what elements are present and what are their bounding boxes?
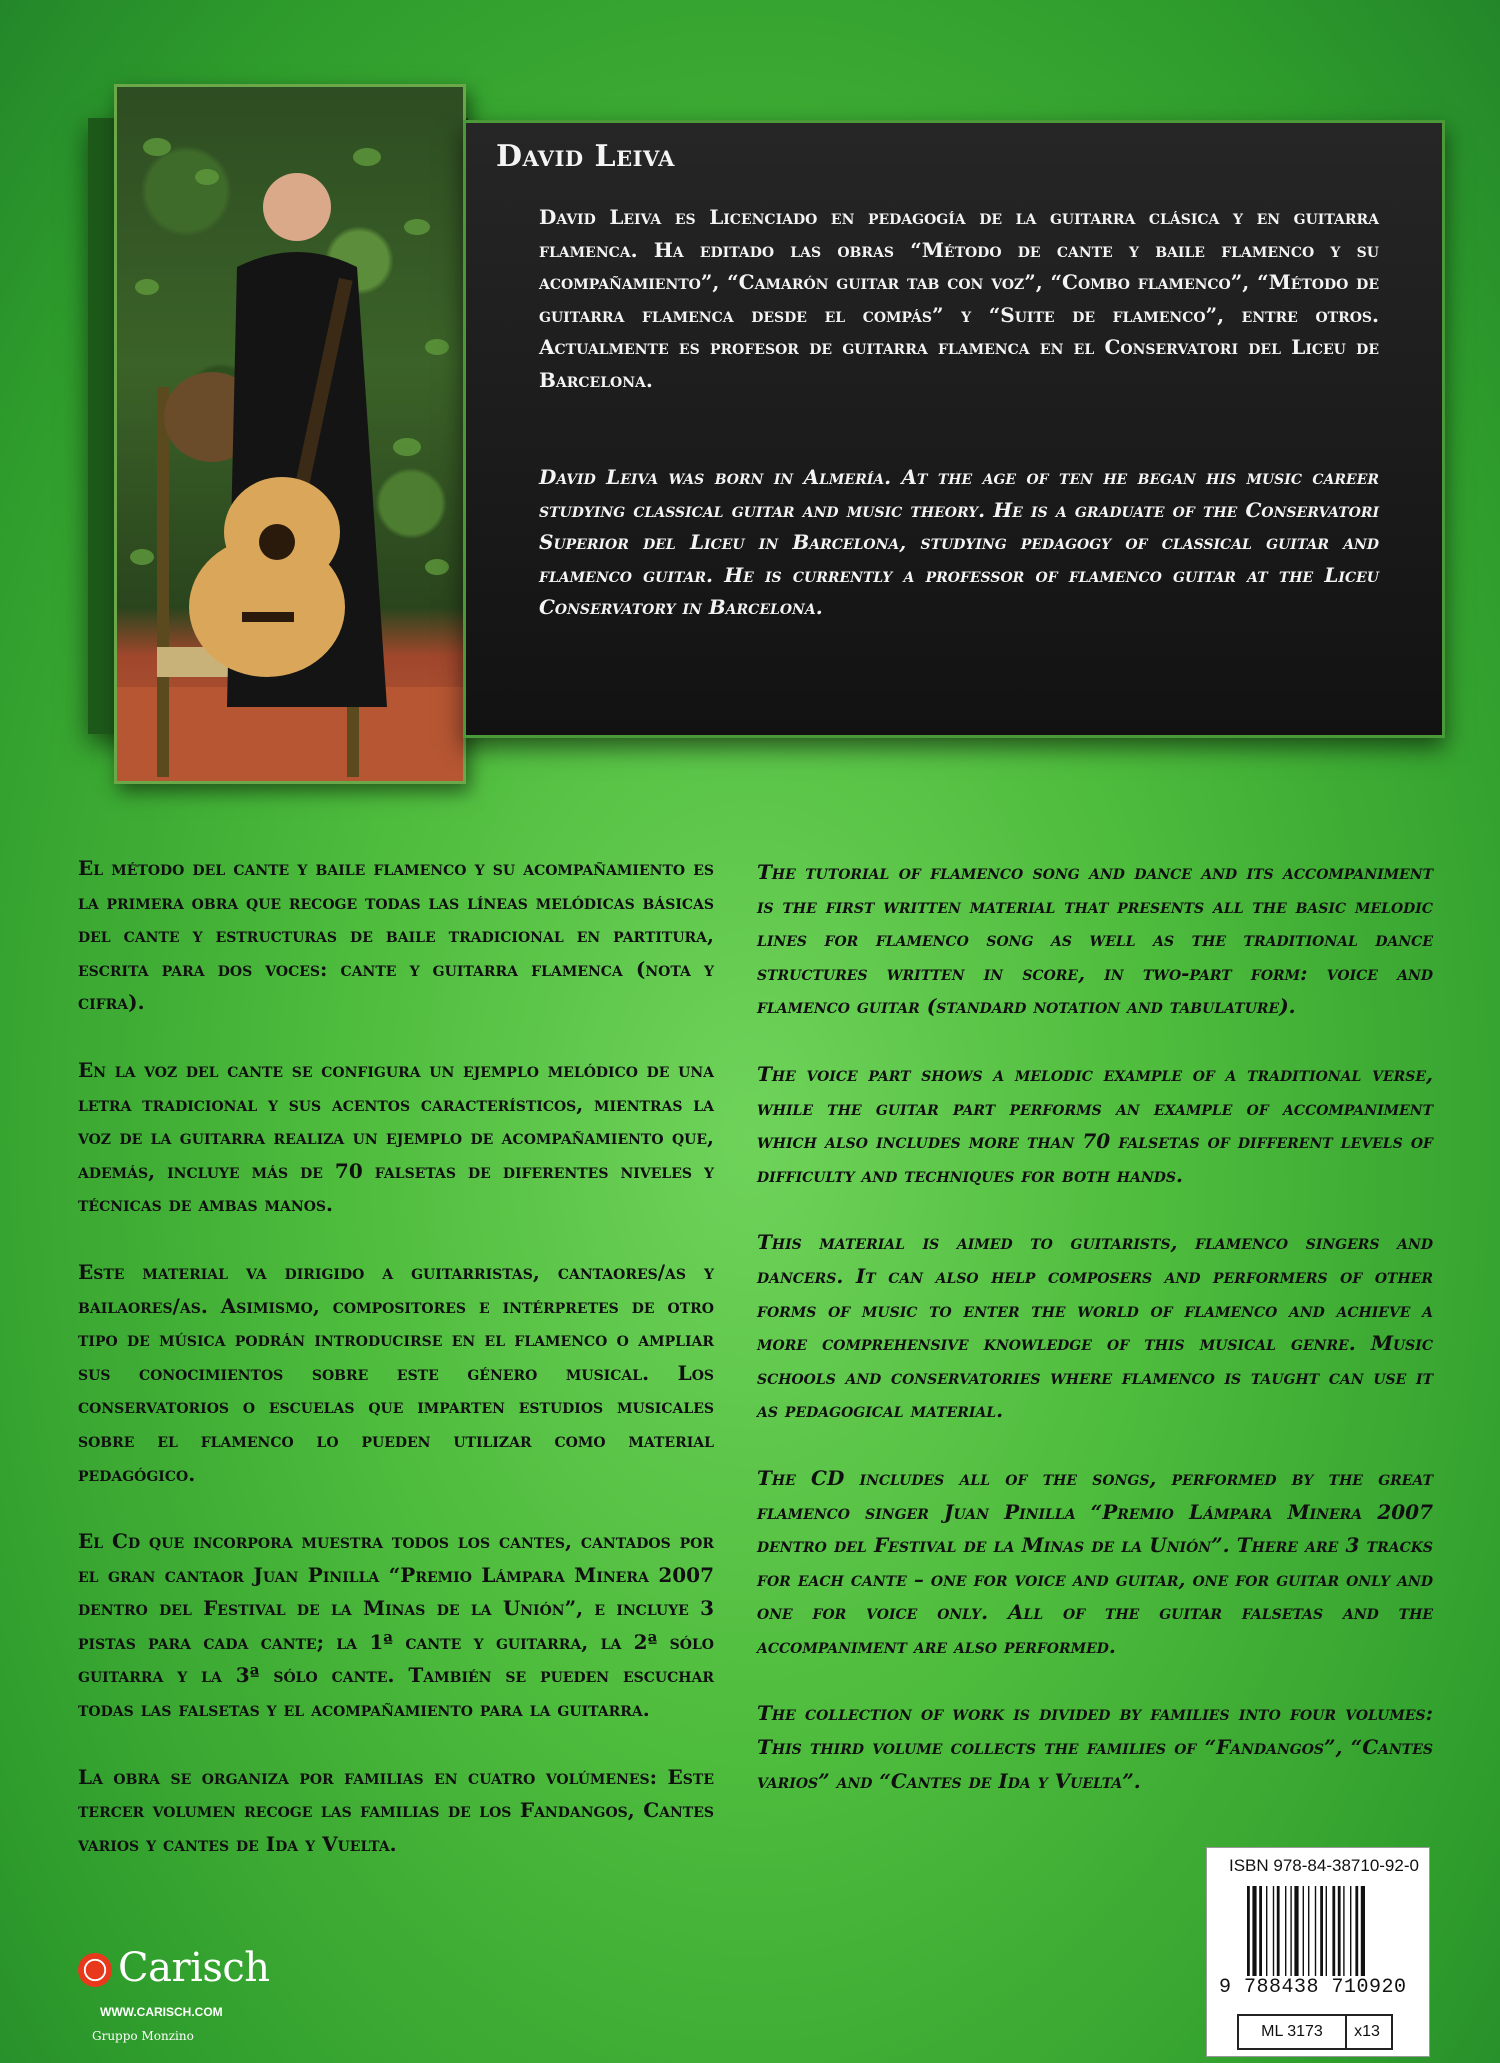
publisher-group: Gruppo Monzino — [92, 2029, 194, 2043]
spanish-paragraph: El Cd que incorpora muestra todos los cantes, cantados por el gran cantaor Juan Pinilla “Premio Lámpara Minera 2007 dentro del Festival de la Minas de la Unión”, e incluye 3 pistas para cada cante; la 1ª cante y guitarra, la 2ª sólo guitarra y la 3ª sólo cante. También se pueden escuchar todas las falsetas y el acompañamiento para la guitarra. — [78, 1529, 714, 1722]
spanish-paragraph: Este material va dirigido a guitarristas, cantaores/as y bailaores/as. Asimismo, compositores e intérpretes de otro tipo de música podrán introducirse en el flamenco o ampliar sus conocimientos sobre este género musical. Los conservatorios o escuelas que imparten estudios musicales sobre el flamenco lo pueden utilizar como material pedagógico. — [78, 1259, 714, 1486]
author-name: David Leiva — [496, 139, 675, 174]
isbn-text: ISBN 978-84-38710-92-0 — [1229, 1856, 1419, 1875]
author-photo — [114, 84, 466, 784]
english-paragraph: The voice part shows a melodic example of a traditional verse, while the guitar part performs an example of accompaniment which also includes more than 70 falsetas of different levels of difficulty and techniques for both hands. — [757, 1061, 1433, 1187]
publisher-url: WWW.CARISCH.COM — [100, 2005, 223, 2019]
barcode-icon — [1247, 1886, 1417, 1976]
english-paragraph: The CD includes all of the songs, performed by the great flamenco singer Juan Pinilla “Premio Lámpara Minera 2007 dentro del Festival de la Minas de la Unión”. There are 3 tracks for each cante – one for voice and guitar, one for guitar only and one for voice only. All of the guitar falsetas and the accompaniment are also performed. — [757, 1465, 1433, 1658]
barcode-number: 9 788438 710920 — [1219, 1976, 1407, 1999]
barcode-label — [1206, 1847, 1430, 2057]
publisher-name: Carisch — [118, 1945, 270, 1991]
spanish-paragraph: En la voz del cante se configura un ejemplo melódico de una letra tradicional y sus acentos característicos, mientras la voz de la guitarra realiza un ejemplo de acompañamiento que, además, incluye más de 70 falsetas de diferentes niveles y técnicas de ambas manos. — [78, 1057, 714, 1217]
guitarist-illustration — [117, 87, 463, 781]
bio-spanish: David Leiva es Licenciado en pedagogía de la guitarra clásica y en guitarra flamenca. Ha editado las obras “Método de cante y baile flamenco y su acompañamiento”, “Camarón guitar tab con voz”, “Combo flamenco”, “Método de guitarra flamenca desde el compás” y “Suite de flamenco”, entre otros. Actualmente es profesor de guitarra flamenca en el Conservatori del Liceu de Barcelona. — [539, 205, 1379, 392]
price-code: x13 — [1343, 2014, 1393, 2050]
spanish-description — [78, 852, 714, 1895]
catalog-code: ML 3173 — [1237, 2014, 1347, 2050]
publisher-logo — [74, 1945, 274, 2045]
carisch-mark-icon — [78, 1953, 112, 1987]
english-paragraph: The tutorial of flamenco song and dance and its accompaniment is the first written material that presents all the basic melodic lines for flamenco song as well as the traditional dance structures written in score, in two-part form: voice and flamenco guitar (standard notation and tabulature). — [757, 860, 1433, 1019]
english-description — [757, 856, 1433, 1832]
bio-english: David Leiva was born in Almería. At the age of ten he began his music career studying classical guitar and music theory. He is a graduate of the Conservatori Superior del Liceu in Barcelona, studying pedagogy of classical guitar and flamenco guitar. He is currently a professor of flamenco guitar at the Liceu Conservatory in Barcelona. — [539, 465, 1379, 619]
spanish-paragraph: La obra se organiza por familias en cuatro volúmenes: Este tercer volumen recoge las familias de los Fandangos, Cantes varios y cantes de Ida y Vuelta. — [78, 1764, 714, 1856]
spanish-paragraph: El método del cante y baile flamenco y su acompañamiento es la primera obra que recoge todas las líneas melódicas básicas del cante y estructuras de baile tradicional en partitura, escrita para dos voces: cante y guitarra flamenca (nota y cifra). — [78, 856, 714, 1015]
english-paragraph: This material is aimed to guitarists, flamenco singers and dancers. It can also help composers and performers of other forms of music to enter the world of flamenco and achieve a more comprehensive knowledge of this musical genre. Music schools and conservatories where flamenco is taught can use it as pedagogical material. — [757, 1230, 1434, 1423]
author-bio-panel — [463, 120, 1445, 738]
english-paragraph: The collection of work is divided by families into four volumes: This third volume collects the families of “Fandangos”, “Cantes varios” and “Cantes de Ida y Vuelta”. — [757, 1701, 1433, 1793]
